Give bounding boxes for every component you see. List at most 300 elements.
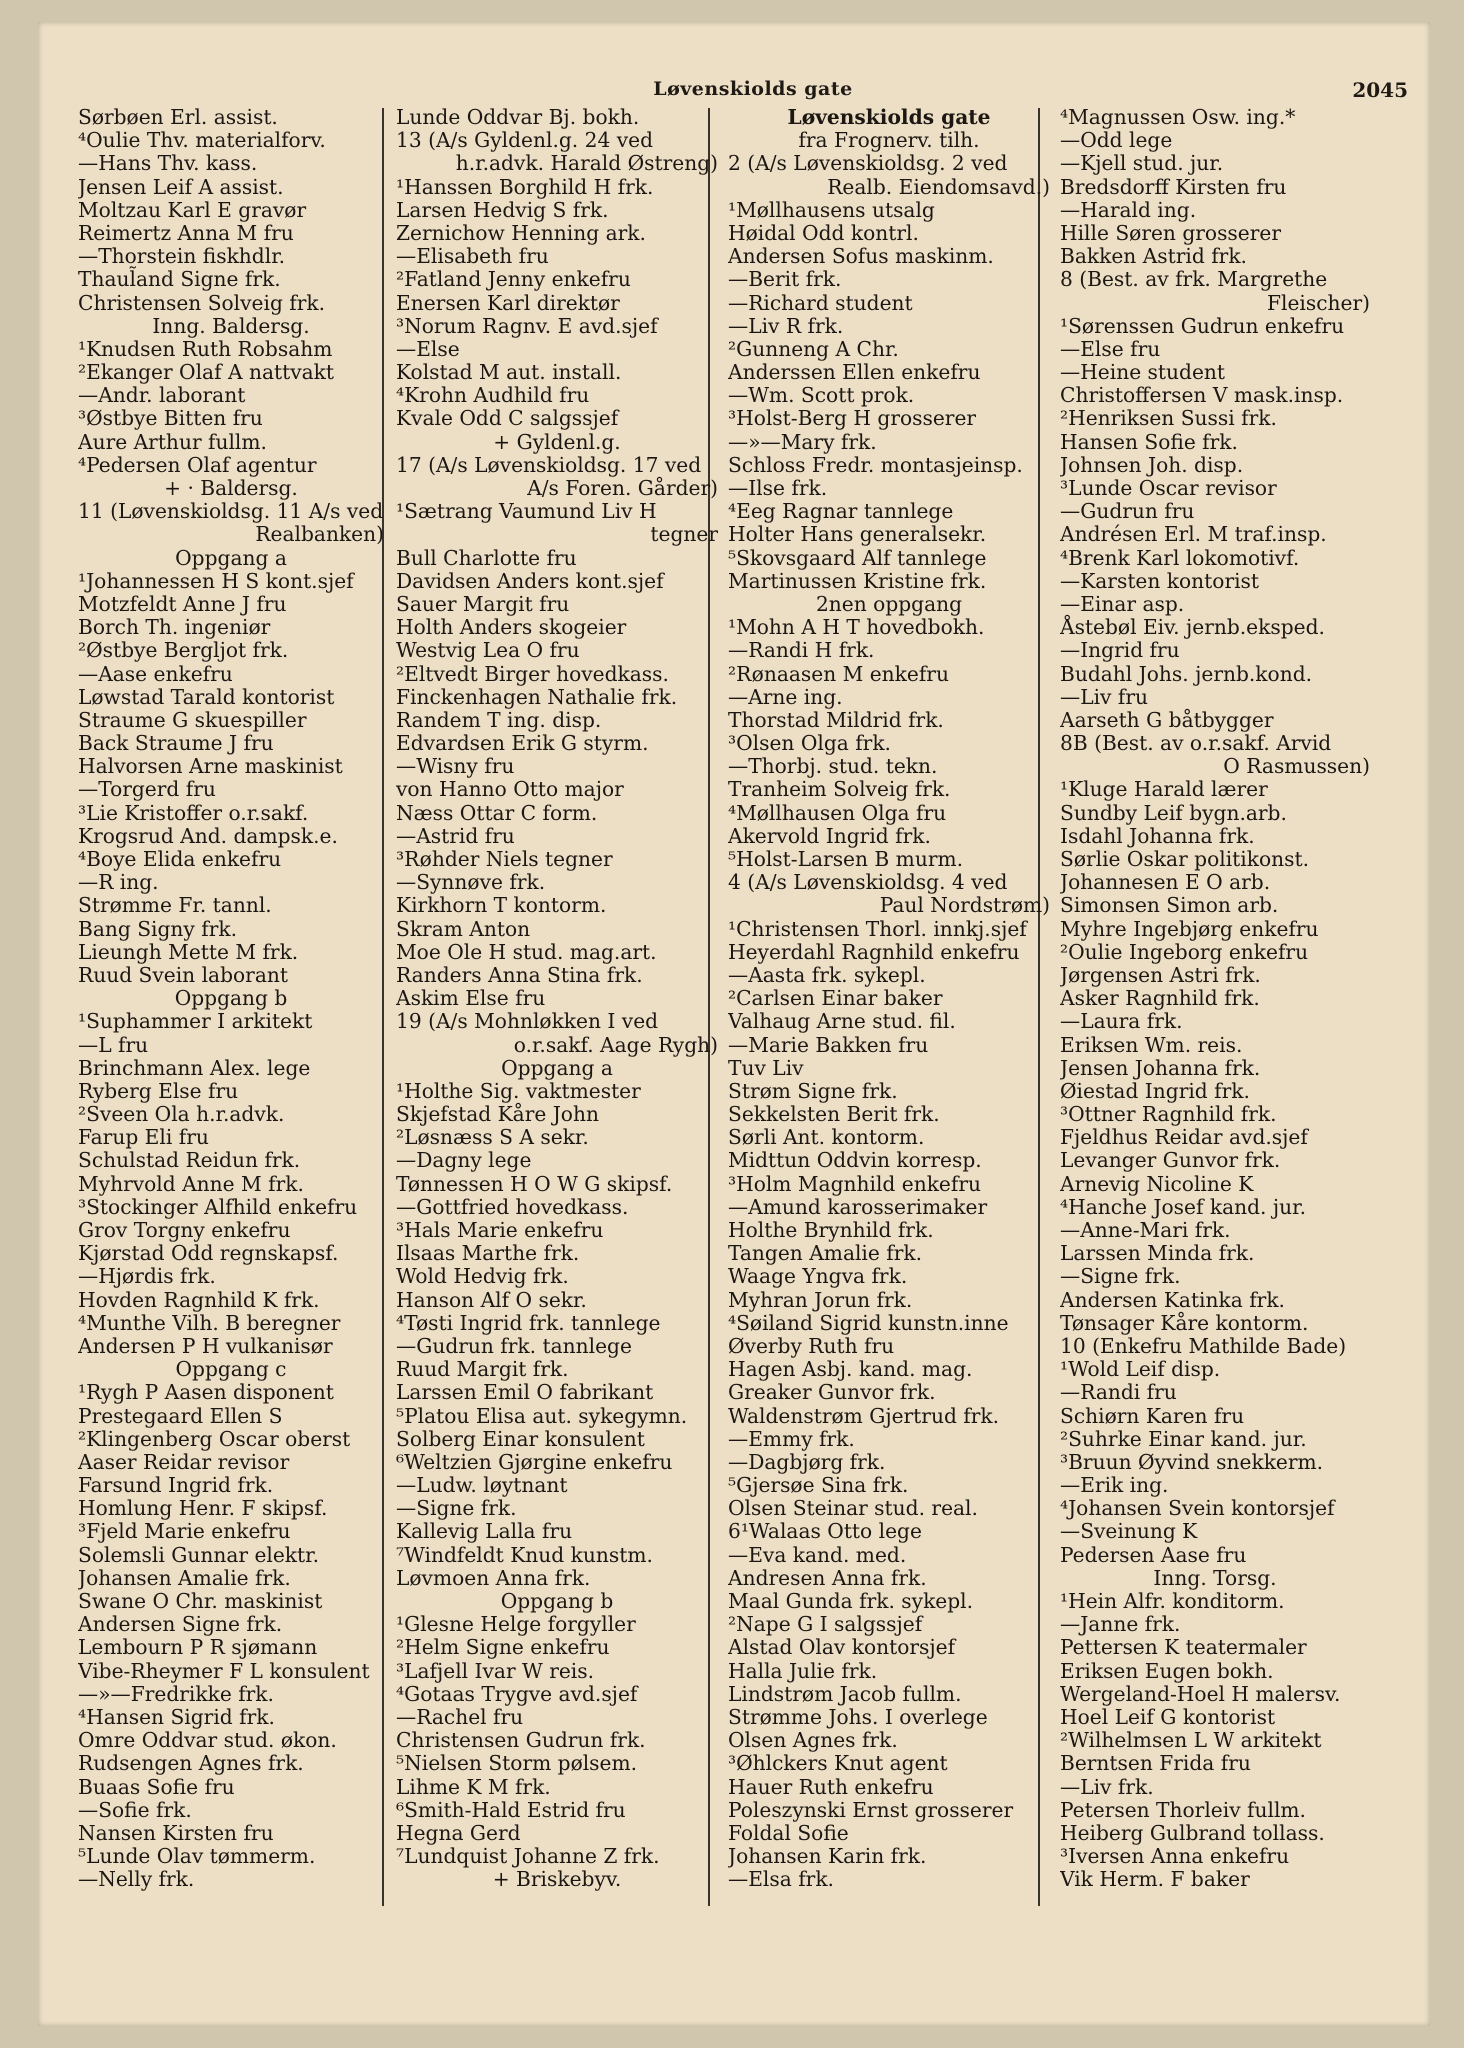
directory-entry: ²Oulie Ingeborg enkefru — [1060, 939, 1309, 964]
directory-entry: Waldenstrøm Gjertrud frk. — [728, 1403, 1000, 1428]
directory-entry: Tønsager Kåre kontorm. — [1060, 1310, 1309, 1335]
directory-entry: ⁴Gotaas Trygve avd.sjef — [396, 1681, 638, 1706]
directory-entry: 8 (Best. av frk. Margrethe — [1060, 267, 1328, 292]
directory-entry: —Eva kand. med. — [728, 1542, 907, 1567]
directory-entry: Hanson Alf O sekr. — [396, 1287, 587, 1312]
directory-entry: Enersen Karl direktør — [396, 290, 620, 315]
directory-entry: Sauer Margit fru — [396, 591, 570, 616]
directory-entry: Løvenskiolds gate — [787, 106, 991, 129]
directory-entry: ⁴Pedersen Olaf agentur — [78, 452, 317, 477]
directory-entry: Holthe Brynhild frk. — [728, 1218, 934, 1242]
directory-entry: —Marie Bakken fru — [728, 1032, 929, 1057]
page-title: Løvenskiolds gate — [653, 78, 853, 100]
directory-entry: Øverby Ruth fru — [728, 1333, 895, 1358]
directory-entry: ³Lie Kristoffer o.r.sakf. — [78, 800, 309, 825]
directory-entry: 2 (A/s Løvenskioldsg. 2 ved — [728, 151, 1008, 176]
directory-entry: Christoffersen V mask.insp. — [1060, 383, 1344, 408]
directory-entry: Hegna Gerd — [396, 1820, 521, 1845]
directory-entry: Eriksen Eugen bokh. — [1060, 1658, 1274, 1683]
directory-entry: Isdahl Johanna frk. — [1060, 823, 1255, 848]
directory-entry: —Amund karosserimaker — [728, 1194, 988, 1219]
directory-entry: Lindstrøm Jacob fullm. — [728, 1681, 962, 1706]
directory-entry: —Nelly frk. — [78, 1867, 195, 1892]
directory-entry: ²Løsnæss S A sekr. — [396, 1125, 589, 1150]
directory-entry: ³Holst-Berg H grosserer — [728, 406, 977, 431]
directory-entry: Bang Signy frk. — [78, 916, 238, 941]
directory-entry: —»—Mary frk. — [728, 429, 877, 454]
directory-entry: —Elisabeth fru — [396, 244, 549, 269]
directory-entry: —Laura frk. — [1060, 1009, 1183, 1034]
directory-entry: ⁵Skovsgaard Alf tannlege — [728, 545, 987, 570]
directory-entry: Oppgang a — [175, 545, 287, 570]
directory-entry: Westvig Lea O fru — [396, 638, 580, 663]
directory-entry: —Randi H frk. — [728, 638, 875, 663]
directory-entry: Randers Anna Stina frk. — [396, 962, 643, 987]
directory-entry: Johnsen Joh. disp. — [1060, 452, 1244, 477]
directory-entry: —Synnøve frk. — [396, 870, 546, 895]
directory-entry: ¹Wold Leif disp. — [1060, 1357, 1221, 1382]
directory-entry: —Wisny fru — [396, 754, 515, 779]
directory-entry: —Gottfried hovedkass. — [396, 1194, 629, 1219]
directory-entry: 11 (Løvenskioldsg. 11 A/s ved — [78, 499, 384, 524]
directory-entry: Farup Eli fru — [78, 1125, 209, 1150]
directory-entry: O Rasmussen) — [1223, 754, 1370, 779]
directory-entry: ³Holm Magnhild enkefru — [728, 1171, 982, 1196]
directory-entry: Foldal Sofie — [728, 1820, 849, 1845]
directory-entry: ⁴Munthe Vilh. B beregner — [78, 1310, 341, 1335]
directory-entry: —Einar asp. — [1060, 591, 1185, 616]
directory-entry: 2nen oppgang — [815, 591, 963, 616]
directory-entry: ³Norum Ragnv. E avd.sjef — [396, 313, 658, 338]
directory-entry: ³Ottner Ragnhild frk. — [1060, 1102, 1277, 1127]
directory-entry: Bull Charlotte fru — [396, 545, 577, 570]
directory-entry: ¹Holthe Sig. vaktmester — [396, 1078, 641, 1103]
directory-entry: ³Lafjell Ivar W reis. — [396, 1658, 595, 1683]
directory-entry: Andersen Katinka frk. — [1060, 1287, 1285, 1312]
directory-entry: Hovden Ragnhild K frk. — [78, 1287, 320, 1312]
directory-entry: Paul Nordstrøm) — [879, 893, 1050, 918]
directory-entry: 4 (A/s Løvenskioldsg. 4 ved — [728, 870, 1008, 895]
directory-entry: ³Stockinger Alfhild enkefru — [78, 1194, 358, 1219]
column-3 — [728, 106, 1050, 1906]
directory-entry: Olsen Steinar stud. real. — [728, 1496, 978, 1521]
directory-entry: ³Østbye Bitten fru — [78, 406, 263, 431]
directory-entry: o.r.sakf. Aage Rygh) — [513, 1032, 718, 1057]
directory-entry: 10 (Enkefru Mathilde Bade) — [1060, 1333, 1347, 1358]
directory-entry: Thaul̃and Signe frk. — [78, 267, 281, 292]
directory-entry: Halla Julie frk. — [728, 1658, 878, 1683]
directory-entry: Kallevig Lalla fru — [396, 1519, 573, 1544]
directory-entry: ²Carlsen Einar baker — [728, 986, 943, 1011]
directory-entry: ³Fjeld Marie enkefru — [78, 1519, 291, 1544]
directory-entry: 6¹Walaas Otto lege — [728, 1519, 922, 1544]
directory-entry: Jensen Johanna frk. — [1060, 1055, 1261, 1080]
directory-entry: 17 (A/s Løvenskioldsg. 17 ved — [396, 452, 702, 477]
directory-entry: Grov Torgny enkefru — [78, 1218, 291, 1242]
directory-entry: ³Hals Marie enkefru — [396, 1218, 604, 1242]
directory-entry: Solemsli Gunnar elektr. — [78, 1542, 319, 1567]
directory-entry: —Liv frk. — [1060, 1774, 1154, 1799]
directory-entry: —Liv fru — [1060, 684, 1148, 709]
directory-entry: ²Henriksen Sussi frk. — [1060, 406, 1277, 431]
directory-entry: Asker Ragnhild frk. — [1060, 986, 1260, 1011]
directory-entry: Ilsaas Marthe frk. — [396, 1241, 580, 1266]
directory-entry: Kolstad M aut. install. — [396, 360, 622, 385]
directory-entry: ²Ekanger Olaf A nattvakt — [78, 360, 335, 385]
directory-entry: —Signe frk. — [1060, 1264, 1181, 1289]
directory-entry: ¹Hanssen Borghild H frk. — [396, 174, 654, 199]
directory-entry: Halvorsen Arne maskinist — [78, 754, 343, 779]
directory-entry: Alstad Olav kontorsjef — [728, 1635, 956, 1660]
directory-entry: Hoel Leif G kontorist — [1060, 1704, 1276, 1729]
column-1 — [78, 106, 384, 1906]
directory-entry: Fjeldhus Reidar avd.sjef — [1060, 1125, 1308, 1150]
directory-entry: Sørlie Oskar politikonst. — [1060, 847, 1309, 871]
directory-entry: Simonsen Simon arb. — [1060, 893, 1279, 918]
directory-entry: Tangen Amalie frk. — [728, 1241, 923, 1266]
directory-entry: Aaser Reidar revisor — [78, 1449, 290, 1474]
directory-entry: Motzfeldt Anne J fru — [78, 591, 287, 616]
directory-entry: —Rachel fru — [396, 1704, 524, 1729]
directory-entry: —Signe frk. — [396, 1496, 517, 1521]
directory-entry: —Janne frk. — [1060, 1612, 1181, 1637]
directory-entry: ²Wilhelmsen L W arkitekt — [1060, 1728, 1322, 1753]
directory-entry: ³Bruun Øyvind snekkerm. — [1060, 1449, 1324, 1474]
directory-entry: Petersen Thorleiv fullm. — [1060, 1797, 1306, 1822]
column-2 — [396, 106, 718, 1906]
directory-entry: ¹Rygh P Aasen disponent — [78, 1380, 334, 1405]
directory-entry: Aarseth G båtbygger — [1060, 707, 1274, 732]
directory-entry: ⁵Gjersøe Sina frk. — [728, 1473, 909, 1498]
directory-entry: Holter Hans generalsekr. — [728, 522, 987, 547]
directory-entry: ²Sveen Ola h.r.advk. — [78, 1102, 285, 1127]
directory-entry: Heiberg Gulbrand tollass. — [1060, 1820, 1325, 1845]
directory-entry: ⁴Oulie Thv. materialforv. — [78, 128, 326, 153]
directory-columns — [78, 106, 1368, 1906]
directory-entry: Greaker Gunvor frk. — [728, 1380, 936, 1405]
directory-entry: Andersen Sofus maskinm. — [728, 244, 994, 269]
directory-entry: ⁴Brenk Karl lokomotivf. — [1060, 545, 1300, 570]
directory-entry: + Briskebyv. — [492, 1867, 622, 1892]
directory-entry: Larssen Emil O fabrikant — [396, 1380, 654, 1405]
directory-entry: Kjørstad Odd regnskapsf. — [78, 1241, 339, 1266]
directory-entry: Wold Hedvig frk. — [396, 1264, 569, 1289]
directory-entry: —Liv R frk. — [728, 313, 844, 338]
directory-entry: —Berit frk. — [728, 267, 842, 292]
directory-entry: Realb. Eiendomsavd.) — [827, 174, 1050, 199]
directory-entry: Johansen Amalie frk. — [78, 1565, 291, 1590]
directory-entry: —»—Fredrikke frk. — [78, 1681, 274, 1706]
directory-entry: Tuv Liv — [728, 1055, 804, 1080]
directory-entry: + Gyldenl.g. — [493, 429, 621, 454]
directory-entry: ⁴Johansen Svein kontorsjef — [1060, 1496, 1335, 1521]
directory-entry: Inng. Torsg. — [1153, 1565, 1277, 1590]
directory-entry: + · Baldersg. — [164, 476, 298, 500]
directory-entry: Hansen Sofie frk. — [1060, 429, 1238, 454]
directory-entry: —Erik ing. — [1060, 1473, 1169, 1498]
directory-entry: —Hjørdis frk. — [78, 1264, 216, 1289]
directory-entry: ⁵Nielsen Storm pølsem. — [396, 1751, 638, 1776]
directory-entry: Rudsengen Agnes frk. — [78, 1751, 304, 1776]
directory-entry: ¹Knudsen Ruth Robsahm — [78, 336, 333, 361]
directory-entry: ¹Christensen Thorl. innkj.sjef — [728, 916, 1027, 941]
directory-entry: ⁵Platou Elisa aut. sykegymn. — [396, 1403, 688, 1428]
directory-entry: —Else — [396, 336, 460, 361]
directory-entry: Larsen Hedvig S frk. — [396, 197, 609, 222]
directory-entry: ⁶Weltzien Gjørgine enkefru — [396, 1449, 673, 1474]
directory-entry: ³Olsen Olga frk. — [728, 731, 891, 756]
directory-entry: Hauer Ruth enkefru — [728, 1774, 934, 1799]
directory-entry: Lembourn P R sjømann — [78, 1635, 318, 1660]
directory-entry: ²Suhrke Einar kand. jur. — [1060, 1426, 1307, 1451]
directory-entry: —Ludw. løytnant — [396, 1473, 568, 1498]
directory-entry: —Aase enkefru — [78, 661, 233, 686]
directory-entry: Andersen Signe frk. — [78, 1612, 283, 1637]
directory-entry: Pettersen K teatermaler — [1060, 1635, 1307, 1660]
directory-entry: Krogsrud And. dampsk.e. — [78, 823, 338, 848]
directory-entry: Nansen Kirsten fru — [78, 1820, 274, 1845]
directory-entry: —L fru — [78, 1032, 149, 1057]
directory-entry: Hagen Asbj. kand. mag. — [728, 1357, 973, 1382]
directory-entry: Oppgang c — [175, 1357, 287, 1382]
directory-entry: Lihme K M frk. — [396, 1774, 551, 1799]
directory-entry: —Sofie frk. — [78, 1797, 192, 1822]
directory-entry: ³Lunde Oscar revisor — [1060, 476, 1277, 500]
directory-entry: Strøm Signe frk. — [728, 1078, 898, 1103]
directory-entry: Bakken Astrid frk. — [1060, 244, 1247, 269]
directory-entry: Kirkhorn T kontorm. — [396, 893, 607, 918]
directory-entry: —Gudrun frk. tannlege — [396, 1333, 632, 1358]
directory-entry: Hille Søren grosserer — [1060, 220, 1281, 245]
directory-entry: von Hanno Otto major — [396, 777, 624, 802]
directory-entry: ¹Sørenssen Gudrun enkefru — [1060, 313, 1345, 338]
directory-entry: ⁵Holst-Larsen B murm. — [728, 847, 964, 871]
directory-entry: Øiestad Ingrid frk. — [1060, 1078, 1250, 1103]
directory-entry: Jørgensen Astri frk. — [1060, 962, 1261, 987]
directory-entry: —Dagny lege — [396, 1148, 532, 1173]
directory-entry: Vik Herm. F baker — [1060, 1867, 1250, 1892]
directory-entry: —Andr. laborant — [78, 383, 246, 408]
directory-entry: —Kjell stud. jur. — [1060, 151, 1224, 176]
directory-entry: ²Helm Signe enkefru — [396, 1635, 610, 1660]
directory-entry: ⁴Tøsti Ingrid frk. tannlege — [396, 1310, 661, 1335]
directory-entry: ¹Hein Alfr. konditorm. — [1060, 1589, 1285, 1613]
page-number: 2045 — [1352, 78, 1408, 102]
directory-entry: Sekkelsten Berit frk. — [728, 1102, 940, 1127]
directory-entry: —Anne-Mari frk. — [1060, 1218, 1231, 1242]
directory-entry: Johannesen E O arb. — [1060, 870, 1271, 895]
directory-entry: Holth Anders skogeier — [396, 615, 627, 640]
directory-entry: Sundby Leif bygn.arb. — [1060, 800, 1287, 825]
directory-entry: Askim Else fru — [396, 986, 546, 1011]
directory-entry: Back Straume J fru — [78, 731, 274, 756]
directory-entry: Oppgang a — [501, 1055, 613, 1080]
directory-entry: Andersen P H vulkanisør — [78, 1333, 333, 1358]
directory-entry: Lunde Oddvar Bj. bokh. — [396, 106, 640, 129]
directory-entry: ⁷Windfeldt Knud kunstm. — [396, 1542, 653, 1567]
directory-entry: —Else fru — [1060, 336, 1161, 361]
directory-entry: Tønnessen H O W G skipsf. — [396, 1171, 673, 1196]
directory-entry: Jensen Leif A assist. — [78, 174, 284, 199]
directory-entry: —Heine student — [1060, 360, 1226, 385]
directory-entry: Poleszynski Ernst grosserer — [728, 1797, 1014, 1822]
directory-entry: Moe Ole H stud. mag.art. — [396, 939, 657, 964]
directory-entry: Lieungh Mette M frk. — [78, 939, 299, 964]
directory-entry: Inng. Baldersg. — [152, 313, 310, 338]
directory-entry: ²Klingenberg Oscar oberst — [78, 1426, 351, 1451]
directory-entry: Løwstad Tarald kontorist — [78, 684, 335, 709]
directory-entry: —Odd lege — [1060, 128, 1173, 153]
directory-entry: Levanger Gunvor frk. — [1060, 1148, 1281, 1173]
directory-entry: ⁴Boye Elida enkefru — [78, 847, 282, 871]
directory-entry: —Harald ing. — [1060, 197, 1197, 222]
directory-entry: —Thorstein fiskhdlr. — [78, 244, 286, 269]
directory-entry: Høidal Odd kontrl. — [728, 220, 919, 245]
directory-entry: h.r.advk. Harald Østreng) — [455, 151, 718, 176]
directory-entry: ⁴Søiland Sigrid kunstn.inne — [728, 1310, 1009, 1335]
directory-entry: Næss Ottar C form. — [396, 800, 598, 825]
directory-entry: Heyerdahl Ragnhild enkefru — [728, 939, 1020, 964]
directory-entry: Christensen Gudrun frk. — [396, 1728, 646, 1753]
directory-entry: Schloss Fredr. montasjeinsp. — [728, 452, 1023, 477]
directory-entry: ⁴Eeg Ragnar tannlege — [728, 499, 954, 524]
directory-entry: ⁷Lundquist Johanne Z frk. — [396, 1844, 660, 1869]
directory-entry: Maal Gunda frk. sykepl. — [728, 1589, 974, 1613]
directory-entry: —Astrid fru — [396, 823, 515, 848]
directory-entry: —Ingrid fru — [1060, 638, 1180, 663]
directory-entry: —Randi fru — [1060, 1380, 1177, 1405]
directory-entry: Farsund Ingrid frk. — [78, 1473, 274, 1498]
directory-entry: Kvale Odd C salgssjef — [396, 406, 619, 431]
directory-entry: ⁴Hansen Sigrid frk. — [78, 1704, 275, 1729]
directory-entry: —Elsa frk. — [728, 1867, 834, 1892]
directory-entry: Fleischer) — [1266, 290, 1370, 315]
directory-entry: ¹Møllhausens utsalg — [728, 197, 935, 222]
directory-entry: ¹Glesne Helge forgyller — [396, 1612, 636, 1637]
directory-entry: Pedersen Aase fru — [1060, 1542, 1247, 1567]
directory-entry: Tranheim Solveig frk. — [728, 777, 951, 802]
directory-entry: —Aasta frk. sykepl. — [728, 962, 926, 987]
directory-entry: Homlung Henr. F skipsf. — [78, 1496, 328, 1521]
directory-entry: ³Iversen Anna enkefru — [1060, 1844, 1290, 1869]
directory-entry: —R ing. — [78, 870, 159, 895]
directory-entry: ²Østbye Bergljot frk. — [78, 638, 289, 663]
directory-entry: Berntsen Frida fru — [1060, 1751, 1251, 1776]
directory-entry: ³Øhlckers Knut agent — [728, 1751, 948, 1776]
directory-entry: Davidsen Anders kont.sjef — [396, 568, 664, 593]
directory-entry: Ruud Margit frk. — [396, 1357, 569, 1382]
directory-entry: Schiørn Karen fru — [1060, 1403, 1245, 1428]
directory-entry: —Karsten kontorist — [1060, 568, 1260, 593]
directory-entry: ¹Mohn A H T hovedbokh. — [728, 615, 985, 640]
directory-entry: —Wm. Scott prok. — [728, 383, 915, 408]
directory-entry: Skjefstad Kåre John — [396, 1102, 599, 1127]
directory-entry: —Sveinung K — [1060, 1519, 1198, 1544]
directory-entry: ⁴Møllhausen Olga fru — [728, 800, 947, 825]
directory-entry: ¹Kluge Harald lærer — [1060, 777, 1268, 802]
directory-entry: Åstebøl Eiv. jernb.eksped. — [1060, 615, 1325, 640]
directory-entry: —Emmy frk. — [728, 1426, 855, 1451]
directory-entry: Sørli Ant. kontorm. — [728, 1125, 925, 1150]
directory-entry: Olsen Agnes frk. — [728, 1728, 898, 1753]
directory-entry: Moltzau Karl E gravør — [78, 197, 307, 222]
directory-entry: Christensen Solveig frk. — [78, 290, 326, 315]
directory-entry: Sørbøen Erl. assist. — [78, 106, 278, 129]
directory-entry: —Thorbj. stud. tekn. — [728, 754, 938, 779]
directory-entry: Randem T ing. disp. — [396, 707, 602, 732]
directory-entry: Larssen Minda frk. — [1060, 1241, 1255, 1266]
directory-entry: Andrésen Erl. M traf.insp. — [1060, 522, 1327, 547]
directory-entry: Zernichow Henning ark. — [396, 220, 646, 245]
directory-entry: ⁶Smith-Hald Estrid fru — [396, 1797, 626, 1822]
directory-entry: fra Frognerv. tilh. — [798, 128, 980, 153]
directory-entry: Oppgang b — [500, 1589, 614, 1613]
directory-entry: Ruud Svein laborant — [78, 962, 288, 987]
directory-entry: Arnevig Nicoline K — [1060, 1171, 1254, 1196]
directory-entry: A/s Foren. Gårder) — [527, 476, 718, 500]
directory-entry: Martinussen Kristine frk. — [728, 568, 987, 593]
directory-entry: 13 (A/s Gyldenl.g. 24 ved — [396, 128, 654, 153]
directory-entry: Eriksen Wm. reis. — [1060, 1032, 1243, 1057]
directory-entry: Myhre Ingebjørg enkefru — [1060, 916, 1319, 941]
directory-entry: tegner — [650, 522, 718, 547]
directory-entry: Swane O Chr. maskinist — [78, 1589, 323, 1613]
directory-entry: Solberg Einar konsulent — [396, 1426, 645, 1451]
directory-entry: ²Gunneng A Chr. — [728, 336, 899, 361]
directory-entry: Myhrvold Anne M frk. — [78, 1171, 304, 1196]
directory-entry: Akervold Ingrid frk. — [728, 823, 931, 848]
directory-entry: Anderssen Ellen enkefru — [728, 360, 981, 385]
directory-entry: ⁵Lunde Olav tømmerm. — [78, 1844, 316, 1869]
directory-entry: Straume G skuespiller — [78, 707, 307, 732]
directory-entry: Edvardsen Erik G styrm. — [396, 731, 649, 756]
directory-entry: Aure Arthur fullm. — [78, 429, 267, 454]
directory-entry: Strømme Fr. tannl. — [78, 893, 272, 918]
directory-entry: ³Røhder Niels tegner — [396, 847, 613, 871]
directory-entry: 19 (A/s Mohnløkken I ved — [396, 1009, 659, 1034]
directory-entry: ²Rønaasen M enkefru — [728, 661, 949, 686]
directory-entry: —Richard student — [728, 290, 913, 315]
directory-entry: Thorstad Mildrid frk. — [728, 707, 944, 732]
directory-entry: Brinchmann Alex. lege — [78, 1055, 311, 1080]
directory-entry: —Dagbjørg frk. — [728, 1449, 886, 1474]
directory-entry: Schulstad Reidun frk. — [78, 1148, 301, 1173]
directory-entry: Buaas Sofie fru — [78, 1774, 235, 1799]
directory-entry: ¹Suphammer I arkitekt — [78, 1009, 313, 1034]
directory-entry: Andresen Anna frk. — [728, 1565, 927, 1590]
directory-entry: ⁴Krohn Audhild fru — [396, 383, 590, 408]
directory-entry: Ryberg Else fru — [78, 1078, 239, 1103]
directory-entry: ¹Sætrang Vaumund Liv H — [396, 499, 657, 524]
directory-entry: ⁴Hanche Josef kand. jur. — [1060, 1194, 1306, 1219]
directory-entry: Skram Anton — [396, 916, 531, 941]
directory-entry: ²Fatland Jenny enkefru — [396, 267, 631, 292]
directory-entry: —Arne ing. — [728, 684, 843, 709]
directory-entry: Waage Yngva frk. — [728, 1264, 908, 1289]
directory-entry: —Hans Thv. kass. — [78, 151, 258, 176]
directory-entry: Budahl Johs. jernb.kond. — [1060, 661, 1313, 686]
directory-entry: —Torgerd fru — [78, 777, 216, 802]
directory-entry: ¹Johannessen H S kont.sjef — [78, 568, 354, 593]
directory-entry: Reimertz Anna M fru — [78, 220, 294, 245]
directory-entry: Finckenhagen Nathalie frk. — [396, 684, 678, 709]
directory-entry: Vibe-Rheymer F L konsulent — [78, 1658, 370, 1683]
column-4 — [1060, 106, 1370, 1906]
directory-entry: Strømme Johs. I overlege — [728, 1704, 988, 1729]
directory-entry: 8B (Best. av o.r.sakf. Arvid — [1060, 731, 1332, 756]
directory-entry: Midttun Oddvin korresp. — [728, 1148, 982, 1173]
directory-entry: ⁴Magnussen Osw. ing.* — [1060, 106, 1296, 129]
